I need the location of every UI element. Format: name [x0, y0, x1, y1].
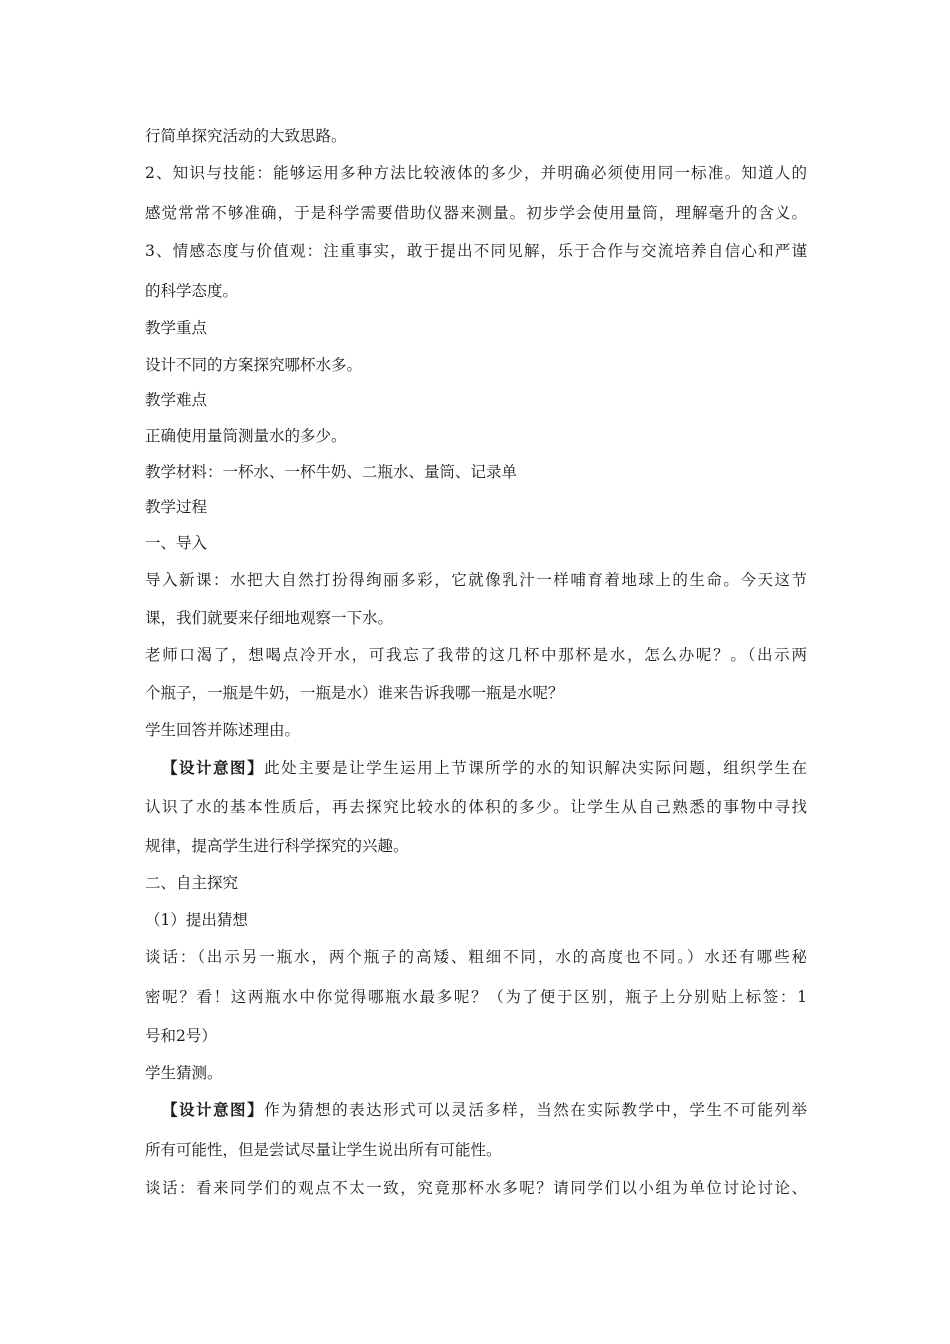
text-line: 学生回答并陈述理由。 [145, 721, 301, 739]
text-line: 规律，提高学生进行科学探究的兴趣。 [145, 837, 409, 855]
design-intent-label: 【设计意图】 [162, 758, 265, 777]
text-line: 密呢？看！这两瓶水中你觉得哪瓶水最多呢？（为了便于区别，瓶子上分别贴上标签：1 [145, 988, 807, 1006]
section-heading: 教学难点 [145, 391, 208, 409]
section-heading: 二、自主探究 [145, 874, 239, 892]
text-line: 正确使用量筒测量水的多少。 [145, 427, 347, 445]
section-heading: 一、导入 [145, 534, 208, 552]
design-intent-paragraph [162, 1100, 807, 1120]
text-line: 谈话：（出示另一瓶水，两个瓶子的高矮、粗细不同，水的高度也不同。）水还有哪些秘 [145, 948, 807, 966]
text-line: 教学材料：一杯水、一杯牛奶、二瓶水、量筒、记录单 [145, 463, 518, 481]
text-line: 此处主要是让学生运用上节课所学的水的知识解决实际问题，组织学生在 [264, 759, 807, 777]
text-line: 学生猜测。 [145, 1064, 223, 1082]
text-line: 行简单探究活动的大致思路。 [145, 127, 347, 145]
text-line: 所有可能性，但是尝试尽量让学生说出所有可能性。 [145, 1141, 502, 1159]
design-intent-label: 【设计意图】 [162, 1100, 265, 1119]
text-line: 谈话：看来同学们的观点不太一致，究竟那杯水多呢？请同学们以小组为单位讨论讨论、 [145, 1179, 807, 1197]
subsection-heading: （1）提出猜想 [145, 911, 248, 929]
text-line: 的科学态度。 [145, 282, 239, 300]
section-heading: 教学重点 [145, 319, 208, 337]
text-line: 作为猜想的表达形式可以灵活多样，当然在实际教学中，学生不可能列举 [264, 1101, 807, 1119]
design-intent-paragraph [162, 758, 807, 778]
text-line: 设计不同的方案探究哪杯水多。 [145, 356, 363, 374]
text-line: 3、情感态度与价值观：注重事实，敢于提出不同见解，乐于合作与交流培养自信心和严谨 [145, 242, 807, 260]
text-line: 个瓶子，一瓶是牛奶，一瓶是水）谁来告诉我哪一瓶是水呢？ [145, 684, 564, 702]
text-line: 号和2号） [145, 1027, 217, 1045]
text-line: 2、知识与技能：能够运用多种方法比较液体的多少，并明确必须使用同一标准。知道人的 [145, 164, 807, 182]
text-line: 感觉常常不够准确，于是科学需要借助仪器来测量。初步学会使用量筒，理解毫升的含义。 [145, 204, 807, 222]
text-line: 导入新课：水把大自然打扮得绚丽多彩，它就像乳汁一样哺育着地球上的生命。今天这节 [145, 571, 807, 589]
text-line: 课，我们就要来仔细地观察一下水。 [145, 609, 394, 627]
text-line: 老师口渴了，想喝点冷开水，可我忘了我带的这几杯中那杯是水，怎么办呢？。（出示两 [145, 646, 807, 664]
text-line: 认识了水的基本性质后，再去探究比较水的体积的多少。让学生从自己熟悉的事物中寻找 [145, 798, 807, 816]
section-heading: 教学过程 [145, 498, 208, 516]
